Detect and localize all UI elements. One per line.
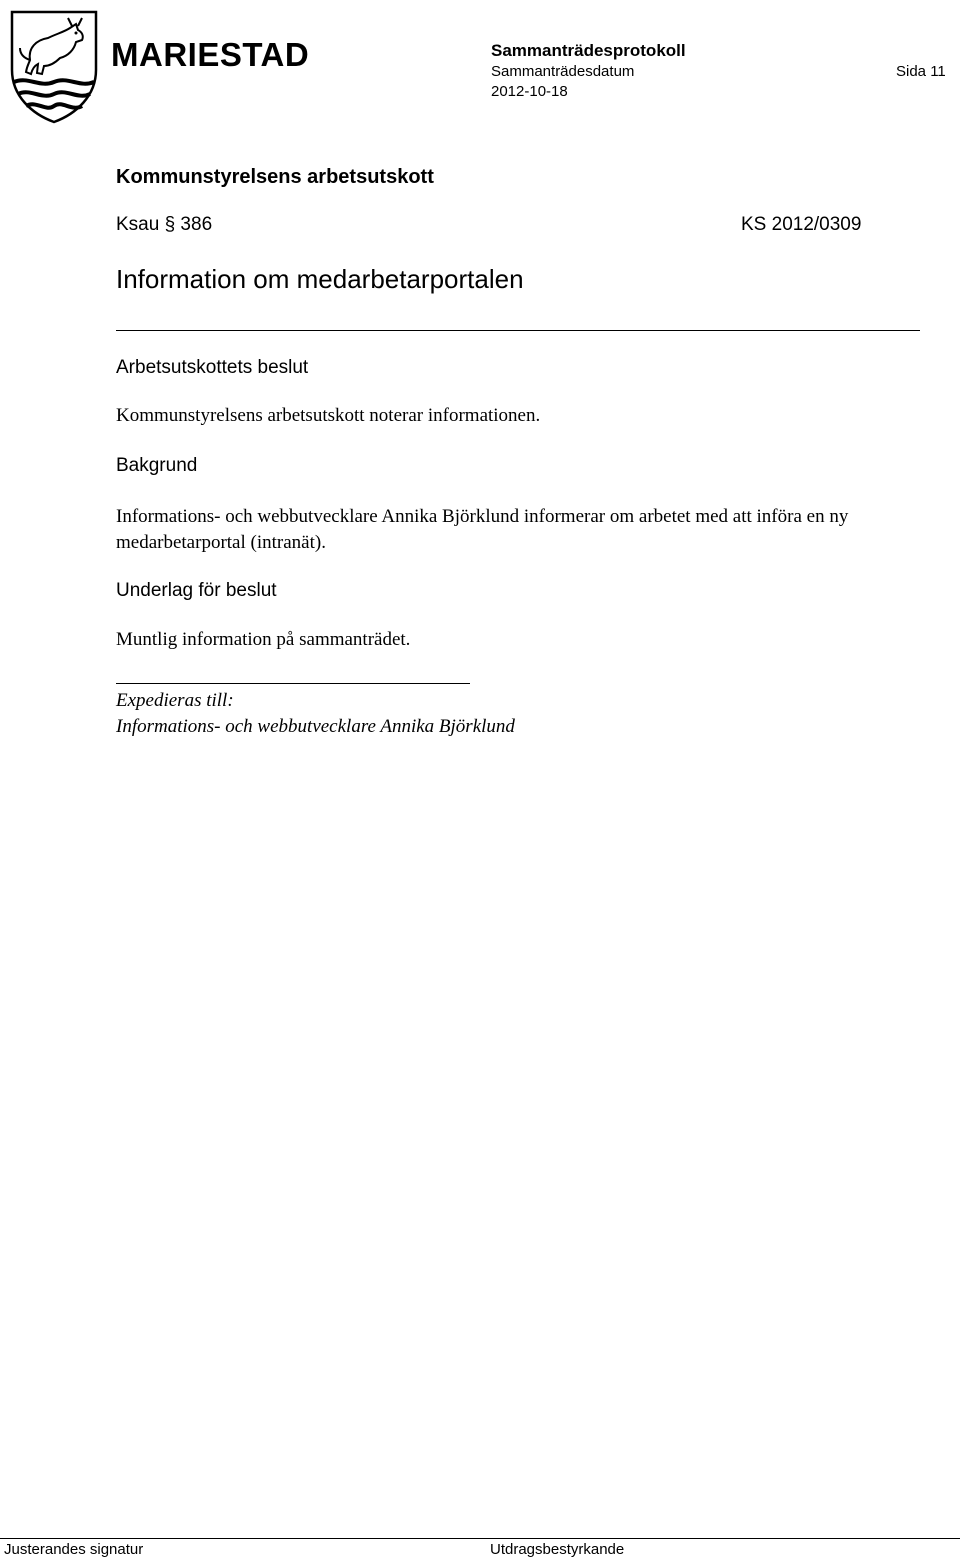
logo-wordmark: MARIESTAD <box>111 36 310 73</box>
section-reference: Ksau § 386 <box>116 214 213 235</box>
expedite-label: Expedieras till: <box>116 690 234 711</box>
signature-label: Justerandes signatur <box>4 1541 144 1558</box>
expedite-recipient: Informations- och webbutvecklare Annika Björklund <box>116 716 515 737</box>
footer-divider <box>0 1538 960 1539</box>
title-divider <box>116 330 920 331</box>
decision-heading: Arbetsutskottets beslut <box>116 357 309 378</box>
expedite-divider <box>116 683 470 684</box>
case-number: KS 2012/0309 <box>741 214 862 235</box>
meeting-date-label: Sammanträdesdatum <box>491 63 635 80</box>
certification-label: Utdragsbestyrkande <box>490 1541 625 1558</box>
document-type: Sammanträdesprotokoll <box>491 41 686 60</box>
basis-heading: Underlag för beslut <box>116 580 277 601</box>
basis-text: Muntlig information på sammanträdet. <box>116 629 411 650</box>
page-number: Sida 11 <box>896 63 946 80</box>
committee-name: Kommunstyrelsens arbetsutskott <box>116 166 434 188</box>
decision-text: Kommunstyrelsens arbetsutskott noterar informationen. <box>116 405 541 426</box>
mariestad-coat-of-arms-icon <box>6 8 102 126</box>
item-title: Information om medarbetarportalen <box>116 264 524 294</box>
meeting-date: 2012-10-18 <box>491 83 568 100</box>
background-heading: Bakgrund <box>116 455 198 476</box>
background-text: Informations- och webbutvecklare Annika Björklund informerar om arbetet med att införa en ny medarbetarportal (intranät). <box>116 506 849 553</box>
